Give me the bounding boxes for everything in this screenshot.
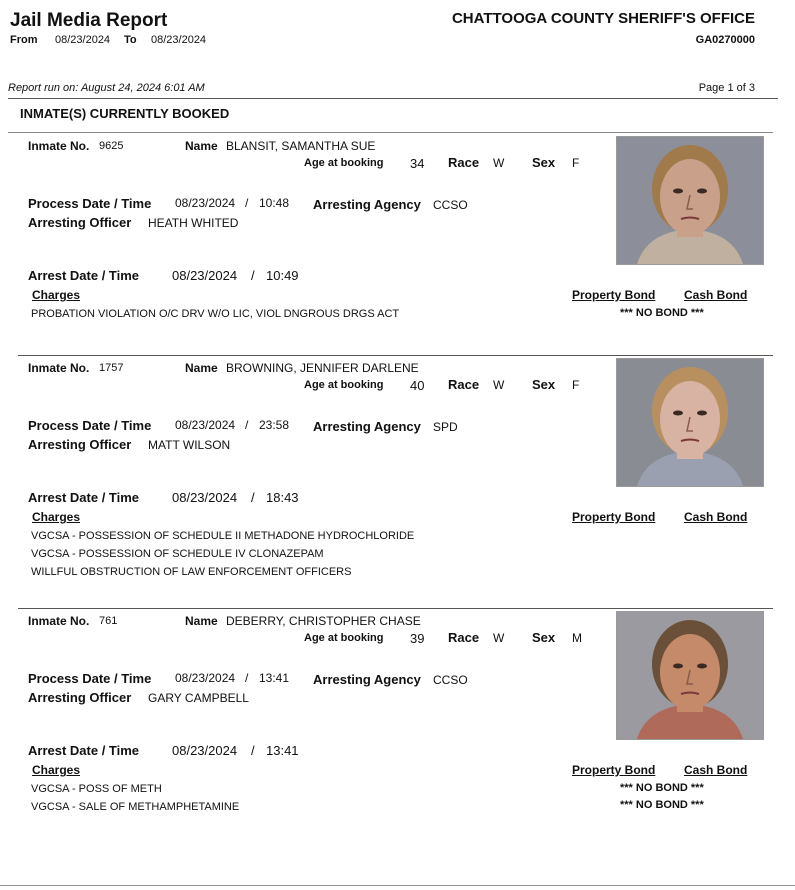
arrest-time: 10:49 (266, 268, 299, 283)
officer-label: Arresting Officer (28, 690, 132, 705)
section-title: INMATE(S) CURRENTLY BOOKED (20, 106, 230, 121)
arrest-slash: / (251, 268, 255, 283)
process-date: 08/23/2024 (175, 418, 236, 432)
property-bond-heading: Property Bond (572, 763, 656, 777)
inmate-no-value: 9625 (99, 140, 124, 152)
arrest-slash: / (251, 743, 255, 758)
age-value: 34 (410, 156, 425, 171)
inmate-no-value: 761 (99, 615, 118, 627)
charges-heading: Charges (32, 763, 81, 777)
agency-name: CHATTOOGA COUNTY SHERIFF'S OFFICE (451, 10, 755, 27)
arrest-time: 13:41 (266, 743, 299, 758)
agency-label: Arresting Agency (313, 419, 421, 434)
inmate-no-value: 1757 (99, 362, 124, 374)
charge-line: VGCSA - POSSESSION OF SCHEDULE II METHADONE HYDROCHLORIDE (31, 530, 415, 542)
page-number: Page 1 of 3 (698, 82, 755, 94)
process-label: Process Date / Time (28, 196, 152, 211)
from-date: 08/23/2024 (55, 34, 111, 46)
age-label: Age at booking (304, 379, 384, 391)
inmate-record (0, 355, 795, 605)
arrest-label: Arrest Date / Time (28, 268, 140, 283)
process-label: Process Date / Time (28, 671, 152, 686)
sex-value: F (572, 156, 580, 170)
arrest-label: Arrest Date / Time (28, 743, 140, 758)
sex-label: Sex (532, 377, 556, 392)
process-slash: / (245, 196, 249, 210)
charge-line: VGCSA - SALE OF METHAMPHETAMINE (31, 801, 240, 813)
process-time: 23:58 (259, 418, 290, 432)
process-date: 08/23/2024 (175, 196, 236, 210)
inmate-name: DEBERRY, CHRISTOPHER CHASE (226, 614, 421, 628)
arrest-label: Arrest Date / Time (28, 490, 140, 505)
page-bottom-border (0, 885, 795, 886)
age-label: Age at booking (304, 157, 384, 169)
property-bond-heading: Property Bond (572, 510, 656, 524)
process-date: 08/23/2024 (175, 671, 236, 685)
bond-status: *** NO BOND *** (620, 782, 704, 794)
name-label: Name (185, 614, 218, 628)
inmate-record (0, 608, 795, 858)
booking-photo (616, 611, 764, 740)
cash-bond-heading: Cash Bond (684, 763, 748, 777)
charge-line: WILLFUL OBSTRUCTION OF LAW ENFORCEMENT OFFICERS (31, 566, 352, 578)
agency-value: SPD (433, 420, 458, 434)
age-value: 40 (410, 378, 425, 393)
header-divider (8, 98, 778, 99)
process-slash: / (245, 418, 249, 432)
arrest-date: 08/23/2024 (172, 743, 238, 758)
inmate-no-label: Inmate No. (28, 361, 90, 375)
officer-value: MATT WILSON (148, 438, 231, 452)
to-label: To (124, 34, 137, 46)
cash-bond-heading: Cash Bond (684, 510, 748, 524)
inmate-name: BLANSIT, SAMANTHA SUE (226, 139, 376, 153)
officer-value: HEATH WHITED (148, 216, 239, 230)
charges-heading: Charges (32, 510, 81, 524)
race-label: Race (448, 630, 480, 645)
race-value: W (493, 156, 505, 170)
race-value: W (493, 631, 505, 645)
from-label: From (10, 34, 38, 46)
inmate-no-label: Inmate No. (28, 614, 90, 628)
inmate-record (0, 133, 795, 383)
cash-bond-heading: Cash Bond (684, 288, 748, 302)
name-label: Name (185, 139, 218, 153)
sex-label: Sex (532, 155, 556, 170)
agency-ori: GA0270000 (695, 34, 755, 46)
charge-line: VGCSA - POSSESSION OF SCHEDULE IV CLONAZEPAM (31, 548, 324, 560)
sex-value: F (572, 378, 580, 392)
race-label: Race (448, 377, 480, 392)
agency-label: Arresting Agency (313, 672, 421, 687)
property-bond-heading: Property Bond (572, 288, 656, 302)
process-time: 10:48 (259, 196, 290, 210)
process-slash: / (245, 671, 249, 685)
charge-line: PROBATION VIOLATION O/C DRV W/O LIC, VIOL DNGROUS DRGS ACT (31, 308, 400, 320)
sex-value: M (572, 631, 582, 645)
report-title: Jail Media Report (10, 10, 168, 31)
race-label: Race (448, 155, 480, 170)
arrest-date: 08/23/2024 (172, 268, 238, 283)
bond-status: *** NO BOND *** (620, 799, 704, 811)
officer-label: Arresting Officer (28, 437, 132, 452)
race-value: W (493, 378, 505, 392)
sex-label: Sex (532, 630, 556, 645)
arrest-date: 08/23/2024 (172, 490, 238, 505)
officer-label: Arresting Officer (28, 215, 132, 230)
bond-status: *** NO BOND *** (620, 307, 704, 319)
name-label: Name (185, 361, 218, 375)
agency-label: Arresting Agency (313, 197, 421, 212)
process-label: Process Date / Time (28, 418, 152, 433)
booking-photo (616, 358, 764, 487)
agency-value: CCSO (433, 673, 468, 687)
booking-photo (616, 136, 764, 265)
charge-line: VGCSA - POSS OF METH (31, 783, 162, 795)
process-time: 13:41 (259, 671, 290, 685)
inmate-no-label: Inmate No. (28, 139, 90, 153)
agency-value: CCSO (433, 198, 468, 212)
report-run-on: Report run on: August 24, 2024 6:01 AM (8, 82, 205, 94)
charges-heading: Charges (32, 288, 81, 302)
inmate-name: BROWNING, JENNIFER DARLENE (226, 361, 419, 375)
to-date: 08/23/2024 (151, 34, 207, 46)
age-label: Age at booking (304, 632, 384, 644)
officer-value: GARY CAMPBELL (148, 691, 249, 705)
arrest-slash: / (251, 490, 255, 505)
age-value: 39 (410, 631, 425, 646)
arrest-time: 18:43 (266, 490, 299, 505)
